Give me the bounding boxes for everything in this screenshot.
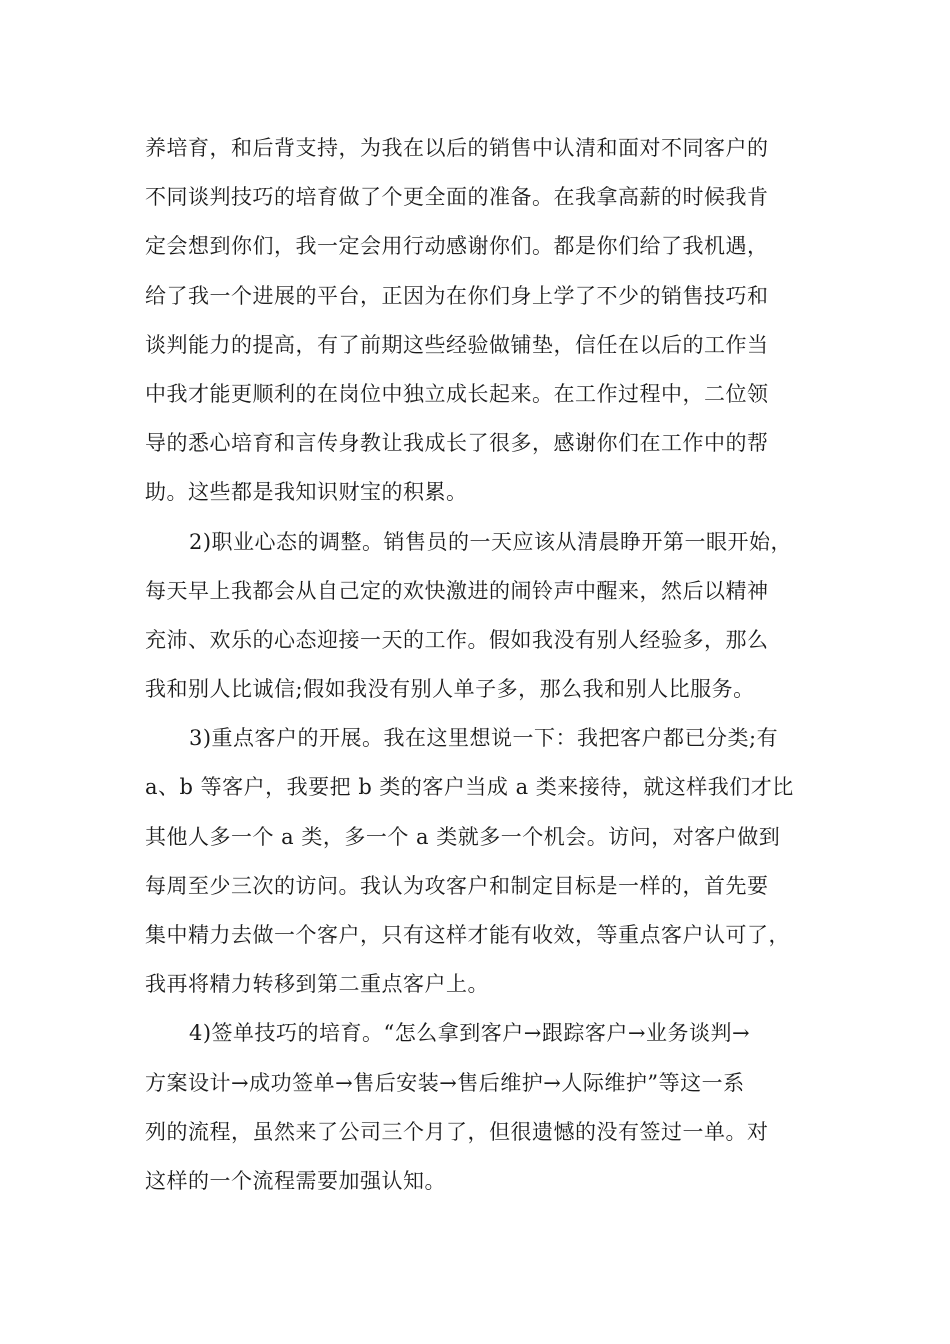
document-body	[145, 124, 810, 1206]
paragraph-start-line: 2)职业心态的调整。销售员的一天应该从清晨睁开第一眼开始，	[189, 529, 793, 554]
text-line: 给了我一个进展的平台，正因为在你们身上学了不少的销售技巧和	[145, 283, 769, 308]
text-line: 列的流程，虽然来了公司三个月了，但很遗憾的没有签过一单。对	[145, 1119, 769, 1144]
text-line: 充沛、欢乐的心态迎接一天的工作。假如我没有别人经验多，那么	[145, 627, 769, 652]
text-line: 助。这些都是我知识财宝的积累。	[145, 480, 468, 505]
text-line: 集中精力去做一个客户，只有这样才能有收效，等重点客户认可了，	[145, 923, 790, 947]
text-line: 方案设计→成功签单→售后安装→售后维护→人际维护”等这一系	[145, 1070, 745, 1095]
text-line: 谈判能力的提高，有了前期这些经验做铺垫，信任在以后的工作当	[145, 332, 769, 357]
text-line: 每周至少三次的访问。我认为攻客户和制定目标是一样的，首先要	[145, 873, 769, 898]
paragraph-start-line: 3)重点客户的开展。我在这里想说一下：我把客户都已分类;有	[189, 726, 779, 751]
text-line: 中我才能更顺利的在岗位中独立成长起来。在工作过程中，二位领	[145, 381, 769, 406]
text-line: a、b 等客户，我要把 b 类的客户当成 a 类来接待，就这样我们才比	[145, 775, 794, 800]
text-line: 这样的一个流程需要加强认知。	[145, 1168, 446, 1193]
text-line: 不同谈判技巧的培育做了个更全面的准备。在我拿高薪的时候我肯	[145, 185, 769, 210]
text-line: 每天早上我都会从自己定的欢快激进的闹铃声中醒来，然后以精神	[145, 578, 769, 603]
paragraph-start-line: 4)签单技巧的培育。“怎么拿到客户→跟踪客户→业务谈判→	[189, 1021, 751, 1046]
text-line: 我和别人比诚信;假如我没有别人单子多，那么我和别人比服务。	[145, 677, 755, 702]
text-line: 定会想到你们，我一定会用行动感谢你们。都是你们给了我机遇，	[145, 234, 769, 259]
text-line: 其他人多一个 a 类，多一个 a 类就多一个机会。访问，对客户做到	[145, 824, 781, 849]
text-line: 导的悉心培育和言传身教让我成长了很多，感谢你们在工作中的帮	[145, 431, 769, 456]
text-line: 我再将精力转移到第二重点客户上。	[145, 972, 489, 997]
text-line: 养培育，和后背支持，为我在以后的销售中认清和面对不同客户的	[145, 136, 769, 160]
